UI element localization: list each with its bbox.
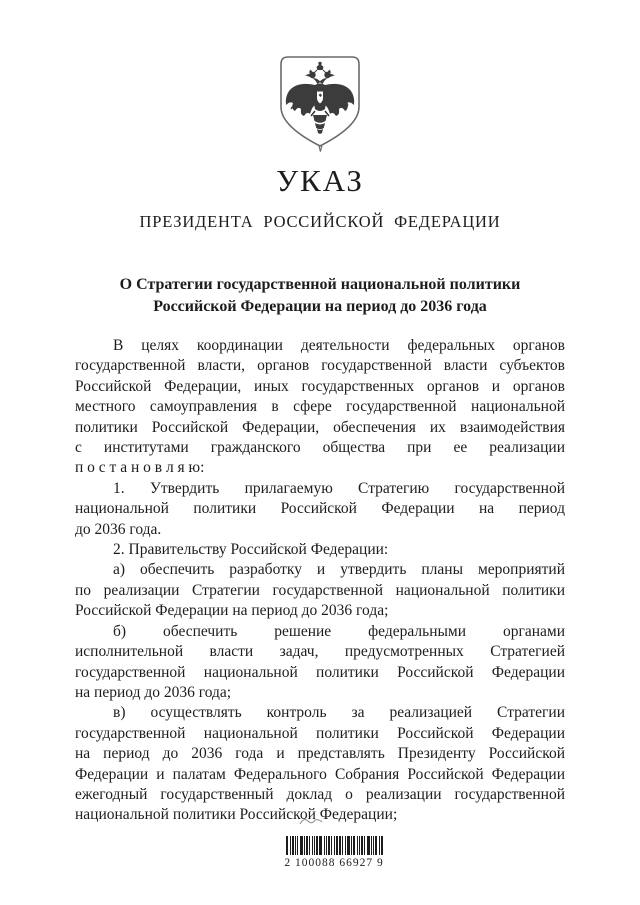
text-line: В целях координации деятельности федеральных органов [113,337,565,354]
paragraph [75,622,565,704]
text-line: на период до 2036 года и представлять Президенту Российской [75,745,565,763]
text-line: в) осуществлять контроль за реализацией Стратегии [113,704,565,722]
paragraph [75,560,565,621]
doc-title-line-1: О Стратегии государственной национальной политики [119,276,521,293]
paragraph [75,540,565,560]
paragraph [75,703,565,825]
text-line: государственной власти, органов государственной власти субъектов [75,357,565,375]
text-line: до 2036 года. [75,520,162,538]
text-line: 1. Утвердить прилагаемую Стратегию государственной [113,479,565,497]
text-line: с институтами гражданского общества при ее реализации [75,439,565,457]
handwritten-mark [298,816,324,828]
text-line: национальной политики Российской Федерации на период [75,500,565,518]
coat-of-arms [279,55,361,155]
text-line: ежегодный государственный доклад о реализации государственной [75,785,565,803]
doc-title [0,274,640,318]
text-line: а) обеспечить разработку и утвердить планы мероприятий [113,561,565,579]
text-line: 2. Правительству Российской Федерации: [113,541,389,559]
text-line: местного самоуправления в сфере государственной национальной [75,398,565,416]
text-line: Российской Федерации, иных государственных органов и органов [75,377,565,395]
text-line: национальной политики Российской Федерации; [75,806,398,824]
russia-coat-of-arms-icon [279,55,361,155]
text-line: Российской Федерации на период до 2036 года; [75,602,389,620]
double-headed-eagle [286,62,354,134]
barcode-digits: 2 100088 66927 9 [284,857,384,869]
text-line: по реализации Стратегии государственной национальной политики [75,581,565,599]
text-line: Федерации и палатам Федерального Собрания Российской Федерации [75,765,565,783]
doc-body [75,336,565,826]
paragraph [75,479,565,540]
doc-type-heading: УКАЗ [276,163,364,198]
text-line: государственной национальной политики Российской Федерации [75,724,565,742]
text-line: государственной национальной политики Российской Федерации [75,663,565,681]
barcode [286,814,382,876]
text-line: политики Российской Федерации, обеспечения их взаимодействия [75,418,565,436]
doc-title-line-2: Российской Федерации на период до 2036 года [153,298,487,315]
text-line: б) обеспечить решение федеральными органами [113,622,565,640]
text-line: исполнительной власти задач, предусмотренных Стратегией [75,643,565,661]
paragraph [75,336,565,479]
text-line: на период до 2036 года; [75,683,232,701]
text-line: п о с т а н о в л я ю: [75,459,205,477]
doc-issuer-heading: ПРЕЗИДЕНТА РОССИЙСКОЙ ФЕДЕРАЦИИ [139,212,501,231]
